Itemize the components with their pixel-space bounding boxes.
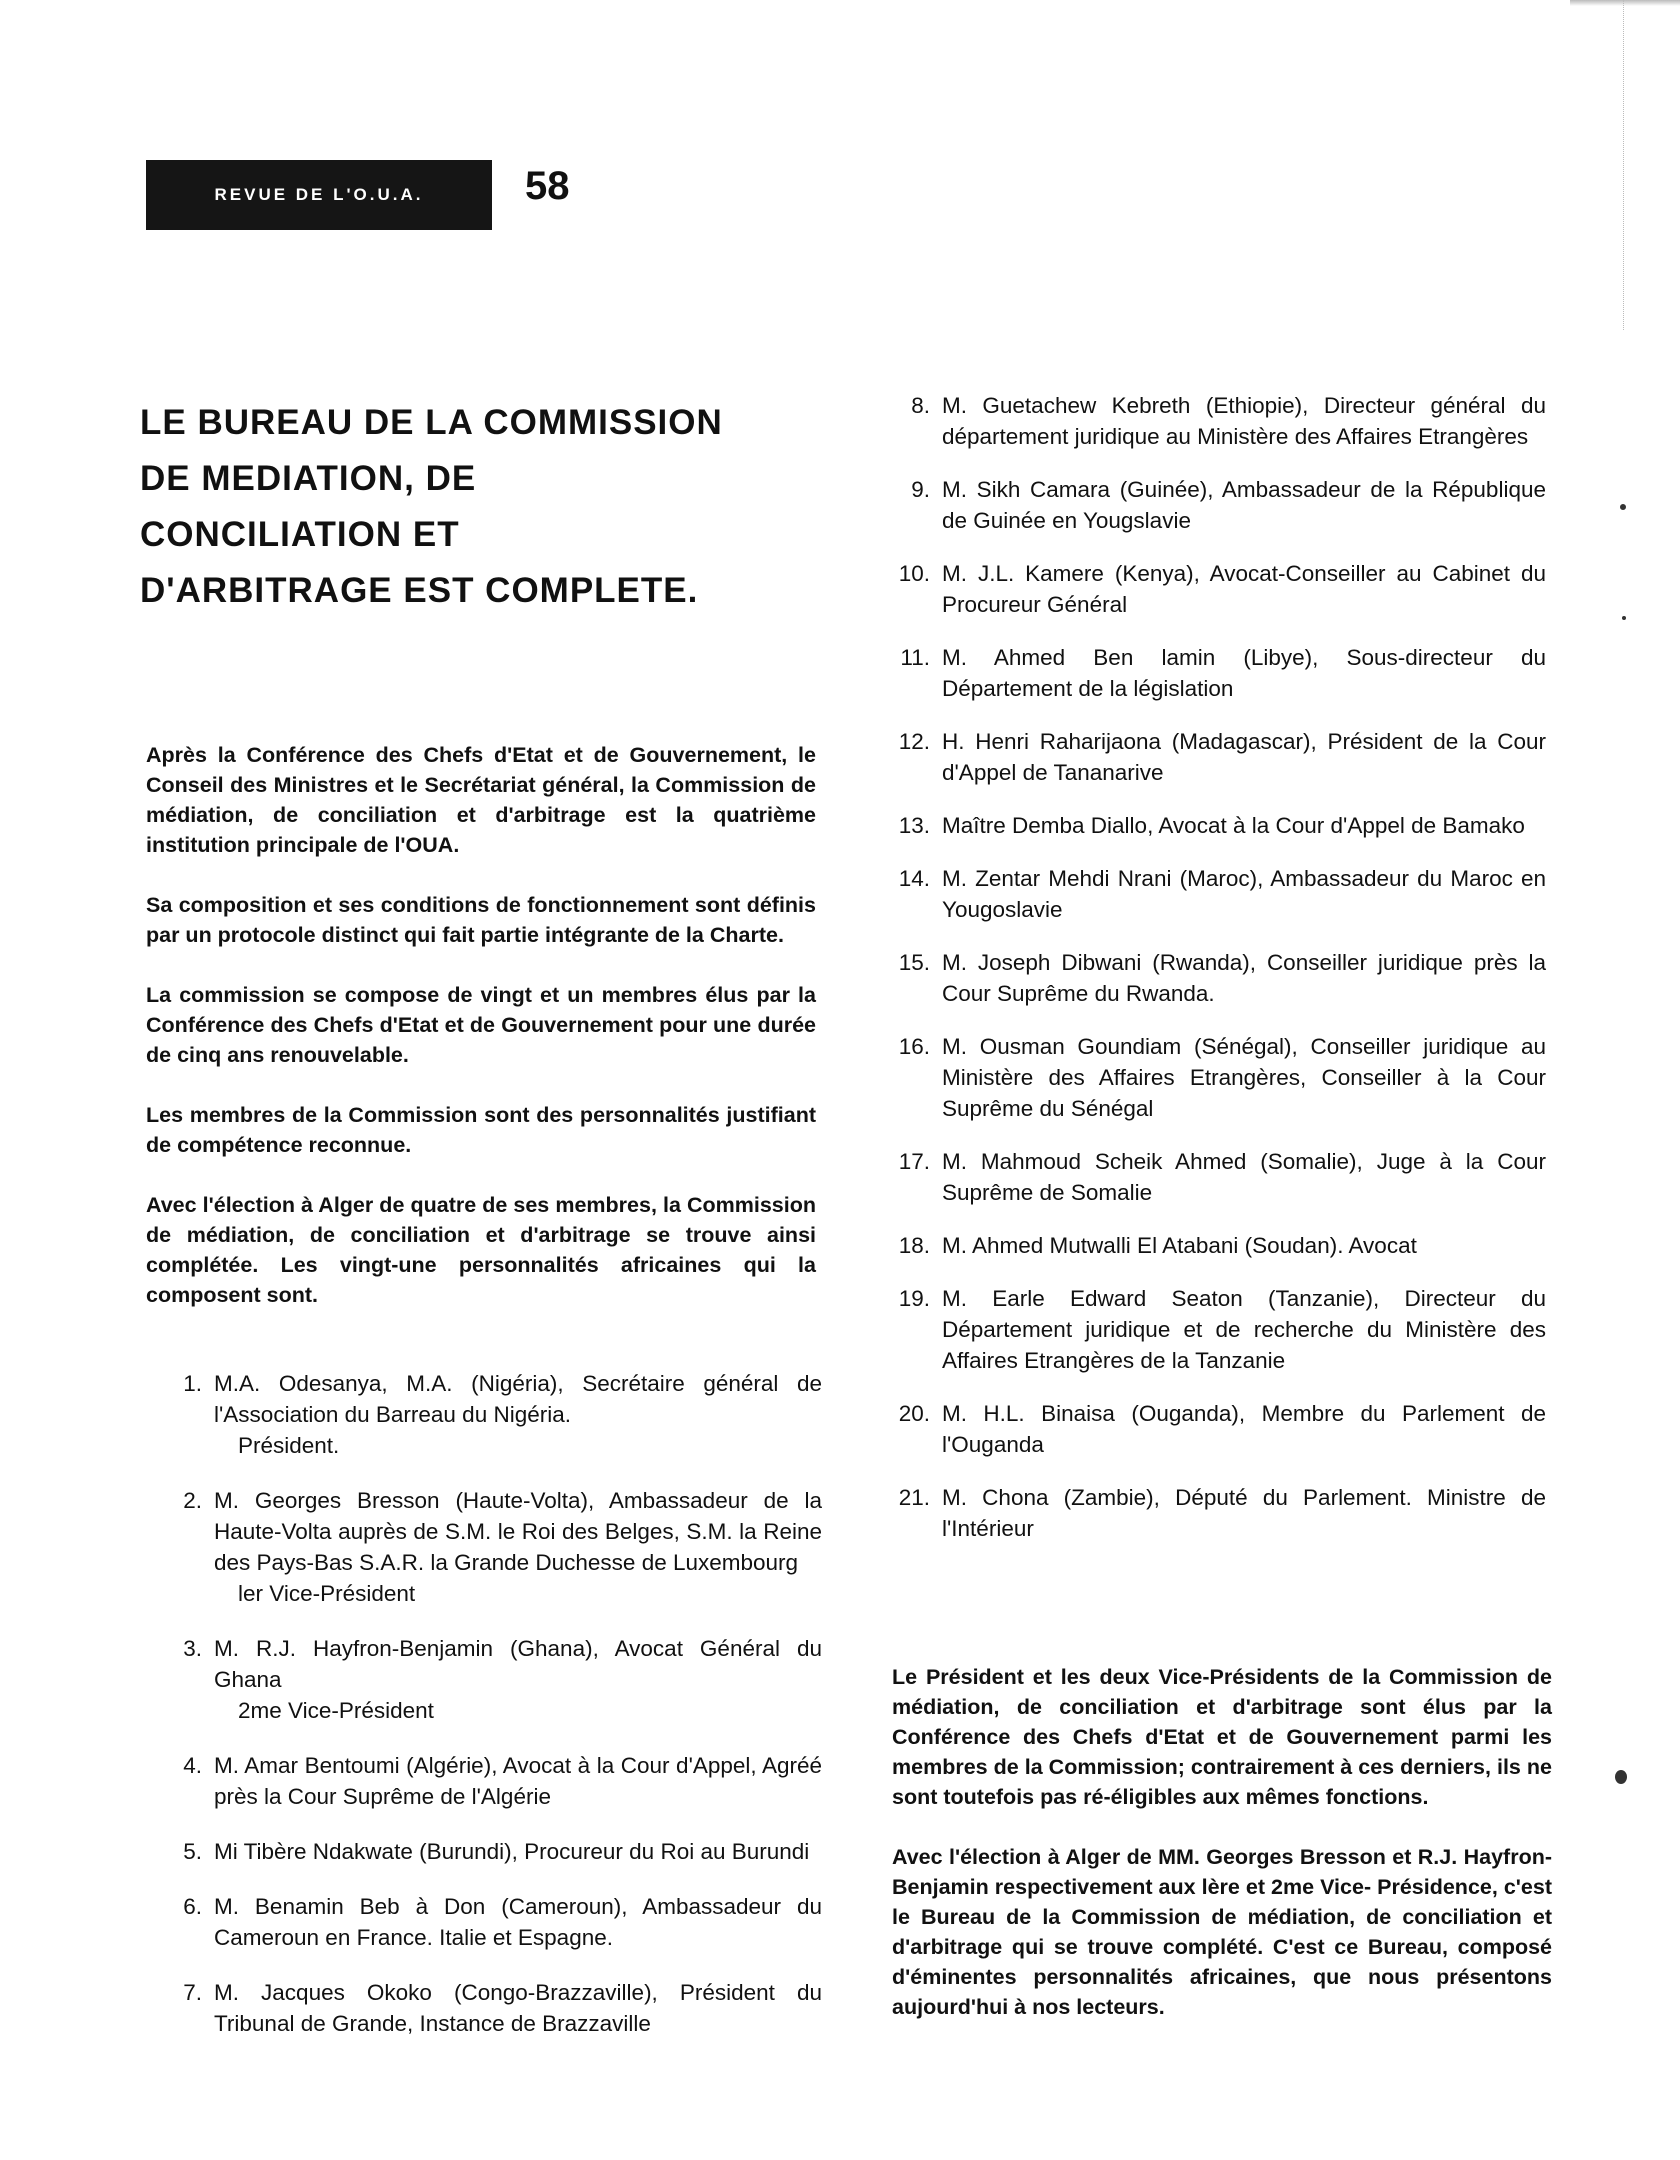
item-number: 5. <box>183 1839 202 1864</box>
item-number: 10. <box>898 561 930 586</box>
list-item <box>154 1977 822 2039</box>
item-text: M. Joseph Dibwani (Rwanda), Conseiller juridique près la Cour Suprême du Rwanda. <box>942 950 1546 1006</box>
journal-header-band <box>146 160 492 230</box>
list-item <box>882 863 1546 925</box>
item-text: M.A. Odesanya, M.A. (Nigéria), Secrétaire général de l'Association du Barreau du Nigéria. <box>214 1371 822 1427</box>
list-item <box>882 1482 1546 1544</box>
list-item <box>882 726 1546 788</box>
page-number: 58 <box>525 164 570 208</box>
item-number: 16. <box>898 1034 930 1059</box>
headline-line: DE MEDIATION, DE <box>140 459 477 498</box>
closing-paragraph: Avec l'élection à Alger de MM. Georges Bresson et R.J. Hayfron-Benjamin respectivement aux lère et 2me Vice- Présidence, c'est le Bureau de la Commission de médiation, de conciliation et d'arbitrage qui se trouve complété. C'est ce Bureau, composé d'éminentes personnalités africaines, que nous présentons aujourd'hui à nos lecteurs. <box>892 1845 1552 2019</box>
item-number: 13. <box>898 813 930 838</box>
item-text: M. Sikh Camara (Guinée), Ambassadeur de la République de Guinée en Yougslavie <box>942 477 1546 533</box>
item-text: M. Guetachew Kebreth (Ethiopie), Directeur général du département juridique au Ministère des Affaires Etrangères <box>942 393 1546 449</box>
item-role: Président. <box>238 1433 340 1458</box>
closing-paragraph: Le Président et les deux Vice-Présidents de la Commission de médiation, de conciliation et d'arbitrage sont élus par la Conférence des Chefs d'Etat et de Gouvernement parmi les membres de la Commission; contrairement à ces derniers, ils ne sont toutefois pas ré-éligibles aux mêmes fonctions. <box>892 1665 1552 1809</box>
item-number: 18. <box>898 1233 930 1258</box>
scan-speck <box>1620 504 1626 510</box>
list-item <box>882 947 1546 1009</box>
article-headline <box>140 395 840 619</box>
item-number: 4. <box>183 1753 202 1778</box>
item-number: 20. <box>898 1401 930 1426</box>
item-text: M. Mahmoud Scheik Ahmed (Somalie), Juge à la Cour Suprême de Somalie <box>942 1149 1546 1205</box>
headline-line: CONCILIATION ET <box>140 515 460 554</box>
item-text: M. Jacques Okoko (Congo-Brazzaville), Président du Tribunal de Grande, Instance de Brazzaville <box>214 1980 822 2036</box>
closing-text <box>892 1662 1552 2052</box>
item-text: M. Ahmed Mutwalli El Atabani (Soudan). Avocat <box>942 1233 1417 1258</box>
item-number: 12. <box>898 729 930 754</box>
intro-paragraph: Avec l'élection à Alger de quatre de ses membres, la Commission de médiation, de conciliation et d'arbitrage se trouve ainsi complétée. Les vingt-une personnalités africaines qui la composent sont. <box>146 1193 816 1307</box>
list-item <box>154 1368 822 1461</box>
members-list-left <box>154 1368 822 2063</box>
item-text: Maître Demba Diallo, Avocat à la Cour d'Appel de Bamako <box>942 813 1525 838</box>
list-item <box>882 390 1546 452</box>
item-number: 7. <box>183 1980 202 2005</box>
list-item <box>882 474 1546 536</box>
item-text: M. R.J. Hayfron-Benjamin (Ghana), Avocat Général du Ghana <box>214 1636 822 1692</box>
list-item <box>154 1750 822 1812</box>
item-text: M. Amar Bentoumi (Algérie), Avocat à la Cour d'Appel, Agréé près la Cour Suprême de l'Algérie <box>214 1753 822 1809</box>
scan-speck <box>1615 1770 1627 1784</box>
list-item <box>882 810 1546 841</box>
list-item <box>882 1230 1546 1261</box>
item-number: 8. <box>911 393 930 418</box>
list-item <box>154 1485 822 1609</box>
list-item <box>154 1891 822 1953</box>
item-number: 9. <box>911 477 930 502</box>
members-list-right <box>882 390 1546 1566</box>
list-item <box>882 558 1546 620</box>
item-text: H. Henri Raharijaona (Madagascar), Président de la Cour d'Appel de Tananarive <box>942 729 1546 785</box>
item-number: 21. <box>898 1485 930 1510</box>
list-item <box>882 642 1546 704</box>
item-number: 14. <box>898 866 930 891</box>
intro-paragraph: Les membres de la Commission sont des personnalités justifiant de compétence reconnue. <box>146 1103 816 1157</box>
item-role: 2me Vice-Président <box>238 1698 434 1723</box>
item-text: M. Ahmed Ben lamin (Libye), Sous-directeur du Département de la législation <box>942 645 1546 701</box>
scan-fold-line <box>1623 0 1626 330</box>
list-item <box>882 1031 1546 1124</box>
item-number: 2. <box>183 1488 202 1513</box>
item-number: 3. <box>183 1636 202 1661</box>
intro-text <box>146 740 816 1340</box>
item-number: 17. <box>898 1149 930 1174</box>
item-text: M. Earle Edward Seaton (Tanzanie), Directeur du Département juridique et de recherche du Ministère des Affaires Etrangères de la Tanzanie <box>942 1286 1546 1373</box>
list-item <box>882 1283 1546 1376</box>
headline-line: LE BUREAU DE LA COMMISSION <box>140 403 723 442</box>
scan-speck <box>1622 616 1626 620</box>
list-item <box>882 1146 1546 1208</box>
intro-paragraph: Sa composition et ses conditions de fonctionnement sont définis par un protocole distinct qui fait partie intégrante de la Charte. <box>146 893 816 947</box>
item-text: Mi Tibère Ndakwate (Burundi), Procureur du Roi au Burundi <box>214 1839 810 1864</box>
intro-paragraph: La commission se compose de vingt et un membres élus par la Conférence des Chefs d'Etat et de Gouvernement pour une durée de cinq ans renouvelable. <box>146 983 816 1067</box>
item-text: M. Chona (Zambie), Député du Parlement. Ministre de l'Intérieur <box>942 1485 1546 1541</box>
item-text: M. H.L. Binaisa (Ouganda), Membre du Parlement de l'Ouganda <box>942 1401 1546 1457</box>
item-text: M. J.L. Kamere (Kenya), Avocat-Conseiller au Cabinet du Procureur Général <box>942 561 1546 617</box>
list-item <box>882 1398 1546 1460</box>
item-text: M. Benamin Beb à Don (Cameroun), Ambassadeur du Cameroun en France. Italie et Espagne. <box>214 1894 822 1950</box>
item-number: 11. <box>900 645 930 670</box>
item-number: 15. <box>898 950 930 975</box>
item-text: M. Ousman Goundiam (Sénégal), Conseiller juridique au Ministère des Affaires Etrangères, Conseiller à la Cour Suprême du Sénégal <box>942 1034 1546 1121</box>
item-number: 1. <box>183 1371 202 1396</box>
journal-title: REVUE DE L'O.U.A. <box>214 185 424 204</box>
list-item <box>154 1836 822 1867</box>
item-role: ler Vice-Président <box>238 1581 416 1606</box>
item-number: 19. <box>898 1286 930 1311</box>
item-number: 6. <box>183 1894 202 1919</box>
item-text: M. Zentar Mehdi Nrani (Maroc), Ambassadeur du Maroc en Yougoslavie <box>942 866 1546 922</box>
headline-line: D'ARBITRAGE EST COMPLETE. <box>140 571 699 610</box>
intro-paragraph: Après la Conférence des Chefs d'Etat et de Gouvernement, le Conseil des Ministres et le Secrétariat général, la Commission de médiation, de conciliation et d'arbitrage est la quatrième institution principale de l'OUA. <box>146 743 816 857</box>
list-item <box>154 1633 822 1726</box>
item-text: M. Georges Bresson (Haute-Volta), Ambassadeur de la Haute-Volta auprès de S.M. le Roi des Belges, S.M. la Reine des Pays-Bas S.A.R. la Grande Duchesse de Luxembourg <box>214 1488 822 1575</box>
